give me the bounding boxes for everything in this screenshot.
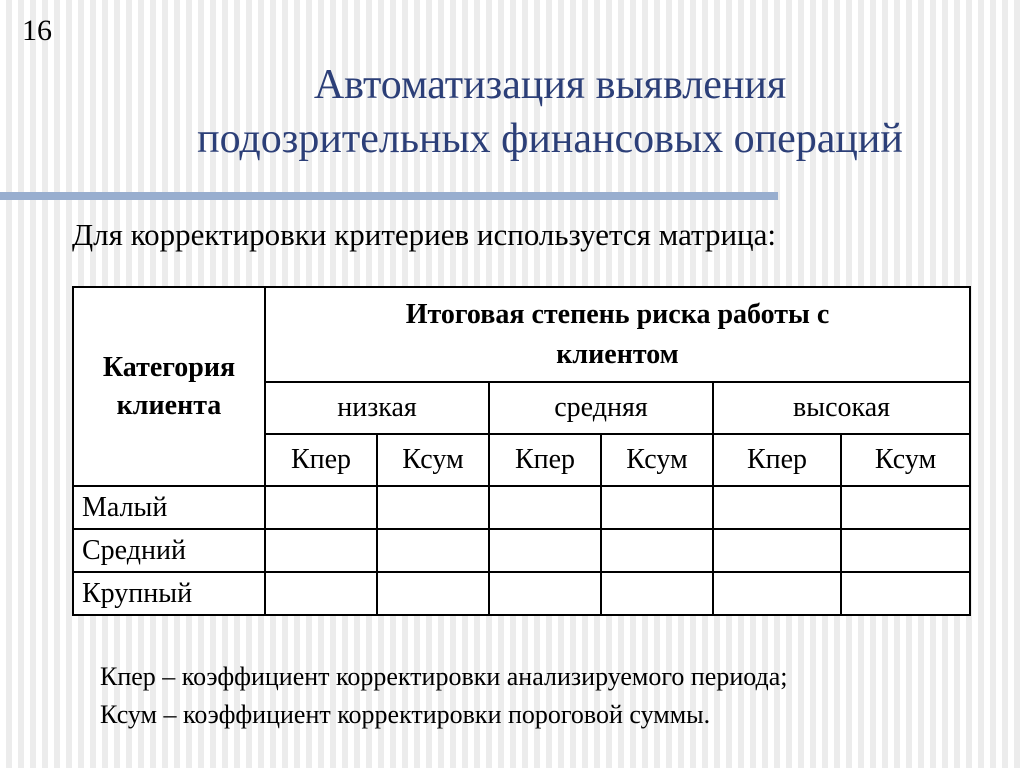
summary-risk-header-line-2: клиентом	[556, 338, 679, 370]
table-cell	[377, 572, 489, 615]
table-row	[73, 486, 970, 529]
table-cell	[265, 529, 377, 572]
coefficient-header: Ксум	[377, 434, 489, 486]
row-label-medium: Средний	[73, 529, 265, 572]
risk-level-low: низкая	[265, 382, 489, 434]
table-header-row	[73, 287, 970, 382]
category-header	[73, 287, 265, 486]
coefficient-header: Кпер	[265, 434, 377, 486]
legend-kper: Кпер – коэффициент корректировки анализируемого периода;	[100, 662, 788, 691]
table-cell	[713, 572, 841, 615]
title-rule	[0, 192, 778, 200]
category-header-line-1: Категория	[102, 351, 236, 383]
risk-level-medium: средняя	[489, 382, 713, 434]
legend	[100, 658, 788, 734]
intro-text: Для корректировки критериев используется матрица:	[72, 217, 777, 252]
coefficient-header: Кпер	[489, 434, 601, 486]
slide-title	[100, 58, 1000, 166]
risk-matrix-table	[72, 286, 971, 616]
coefficient-header: Ксум	[601, 434, 713, 486]
table-cell	[713, 529, 841, 572]
summary-risk-header	[265, 287, 970, 382]
table-row	[73, 572, 970, 615]
table-cell	[601, 572, 713, 615]
coefficient-header: Ксум	[841, 434, 970, 486]
risk-level-high: высокая	[713, 382, 970, 434]
table-row	[73, 529, 970, 572]
slide-title-line-1: Автоматизация выявления	[313, 62, 787, 108]
table-cell	[265, 486, 377, 529]
table-cell	[841, 486, 970, 529]
category-header-line-2: клиента	[116, 389, 222, 421]
table-cell	[601, 529, 713, 572]
summary-risk-header-line-1: Итоговая степень риска работы с	[405, 298, 830, 330]
table-cell	[841, 529, 970, 572]
table-cell	[489, 529, 601, 572]
table-cell	[841, 572, 970, 615]
table-cell	[489, 572, 601, 615]
table-cell	[377, 529, 489, 572]
table-cell	[265, 572, 377, 615]
coefficient-header: Кпер	[713, 434, 841, 486]
table-cell	[601, 486, 713, 529]
row-label-small: Малый	[73, 486, 265, 529]
slide-title-line-2: подозрительных финансовых операций	[197, 116, 903, 162]
slide-number: 16	[22, 14, 52, 47]
table-cell	[489, 486, 601, 529]
table-cell	[377, 486, 489, 529]
legend-ksum: Ксум – коэффициент корректировки пороговой суммы.	[100, 700, 711, 729]
table-cell	[713, 486, 841, 529]
row-label-large: Крупный	[73, 572, 265, 615]
